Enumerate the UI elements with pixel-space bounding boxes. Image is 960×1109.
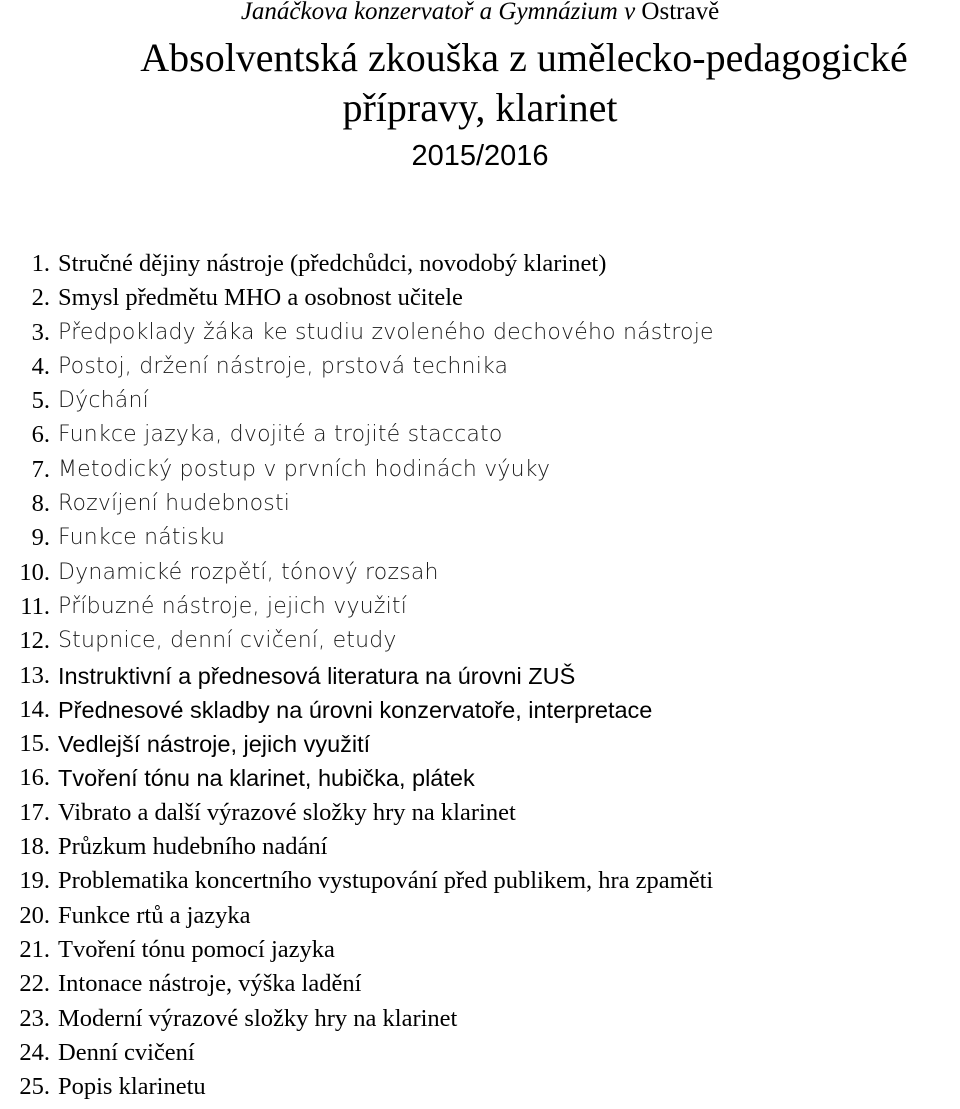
school-name-italic: Janáčkova konzervatoř a Gymnázium v <box>240 0 636 25</box>
topic-text: Dýchání <box>58 388 149 414</box>
topic-text: Dynamické rozpětí, tónový rozsah <box>58 559 439 585</box>
topic-number: 12. <box>19 627 50 655</box>
topic-number: 22. <box>19 970 50 998</box>
topic-number: 17. <box>19 798 50 826</box>
document-title-line-1: Absolventská zkouška z umělecko-pedagogické <box>140 35 908 80</box>
school-name <box>0 0 960 30</box>
topic-text: Vedlejší nástroje, jejich využití <box>58 731 371 758</box>
topic-number: 24. <box>19 1038 50 1066</box>
topic-number: 16. <box>19 764 50 792</box>
topic-number: 14. <box>19 695 50 723</box>
topic-text: Popis klarinetu <box>58 1073 206 1101</box>
topic-text: Stručné dějiny nástroje (předchůdci, novodobý klarinet) <box>58 250 607 277</box>
topic-number: 13. <box>19 661 50 689</box>
topic-text: Vibrato a další výrazové složky hry na klarinet <box>58 798 516 826</box>
topic-text: Smysl předmětu MHO a osobnost učitele <box>58 284 463 312</box>
topic-number: 25. <box>19 1073 50 1101</box>
topic-text: Tvoření tónu na klarinet, hubička, plátek <box>58 765 475 792</box>
topic-text: Průzkum hudebního nadání <box>58 833 328 861</box>
topic-number: 3. <box>31 318 50 346</box>
topic-text: Denní cvičení <box>58 1038 195 1066</box>
topic-text: Funkce rtů a jazyka <box>58 901 251 929</box>
topic-text: Stupnice, denní cvičení, etudy <box>58 628 397 654</box>
topic-text: Postoj, držení nástroje, prstová technika <box>58 353 509 379</box>
topic-number: 23. <box>19 1004 50 1032</box>
topic-number: 4. <box>31 352 50 380</box>
topic-number: 11. <box>20 592 50 620</box>
topic-number: 20. <box>19 901 50 929</box>
topic-number: 21. <box>19 935 50 963</box>
topic-text: Funkce nátisku <box>58 525 226 551</box>
topic-number: 19. <box>19 867 50 895</box>
topic-text: Metodický postup v prvních hodinách výuky <box>58 456 551 482</box>
topic-number: 7. <box>31 455 50 483</box>
document-title-line-2: přípravy, klarinet <box>342 85 618 130</box>
topic-number: 8. <box>31 490 50 518</box>
topic-text: Tvoření tónu pomocí jazyka <box>58 935 335 963</box>
school-city: Ostravě <box>641 0 720 25</box>
topic-number: 10. <box>19 558 50 586</box>
topic-text: Funkce jazyka, dvojité a trojité staccato <box>58 422 503 448</box>
topic-number: 2. <box>31 284 50 312</box>
topic-text: Intonace nástroje, výška ladění <box>58 970 362 998</box>
school-year: 2015/2016 <box>411 140 549 172</box>
topic-text: Rozvíjení hudebnosti <box>58 491 291 517</box>
topic-number: 1. <box>31 250 50 277</box>
topic-number: 15. <box>19 730 50 758</box>
topic-number: 5. <box>31 387 50 415</box>
topic-number: 18. <box>19 833 50 861</box>
topic-text: Příbuzné nástroje, jejich využití <box>58 593 408 619</box>
topic-text: Problematika koncertního vystupování před publikem, hra zpaměti <box>58 867 714 895</box>
topic-number: 6. <box>31 421 50 449</box>
topic-text: Předpoklady žáka ke studiu zvoleného dechového nástroje <box>58 319 714 345</box>
topic-text: Moderní výrazové složky hry na klarinet <box>58 1004 458 1032</box>
topic-text: Instruktivní a přednesová literatura na úrovni ZUŠ <box>58 662 576 689</box>
topic-number: 9. <box>31 524 50 552</box>
topic-text: Přednesové skladby na úrovni konzervatoře, interpretace <box>58 696 653 723</box>
